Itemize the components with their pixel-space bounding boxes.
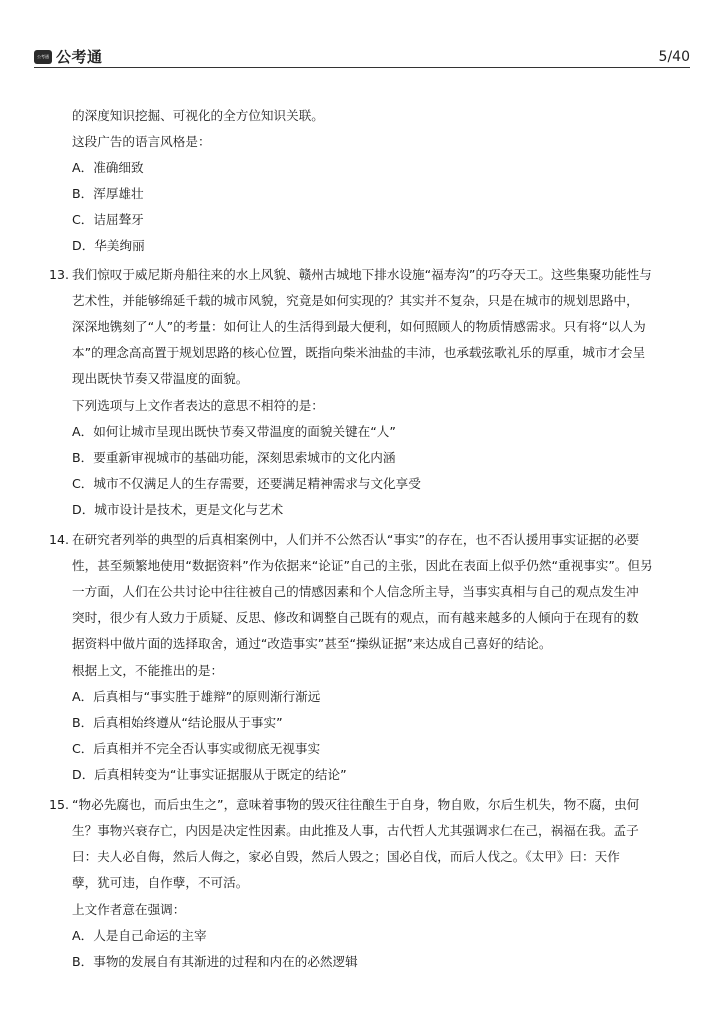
q15-text-line: 孽，犹可违，自作孽，不可活。 bbox=[72, 875, 249, 890]
logo-badge-icon: 公考通 bbox=[34, 50, 52, 64]
q14-option-d: D．后真相转变为“让事实证据服从于既定的结论” bbox=[72, 767, 347, 782]
q14-option-a: A．后真相与“事实胜于雄辩”的原则渐行渐远 bbox=[72, 689, 321, 704]
q14-text-line: 一方面，人们在公共讨论中往往被自己的情感因素和个人信念所主导，当事实真相与自己的观点发生冲 bbox=[72, 584, 639, 599]
q13-text-line: 我们惊叹于威尼斯舟船往来的水上风貌、赣州古城地下排水设施“福寿沟”的巧夺天工。这些集聚功能性与 bbox=[72, 267, 652, 282]
q13-text-line: 现出既快节奏又带温度的面貌。 bbox=[72, 371, 249, 386]
q13-text-line: 深深地镌刻了“人”的考量：如何让人的生活得到最大便利，如何照顾人的物质情感需求。只有将“以人为 bbox=[72, 319, 646, 334]
q13-prompt: 下列选项与上文作者表达的意思不相符的是： bbox=[72, 398, 324, 413]
q14-text-line: 据资料中做片面的选择取舍，通过“改造事实”甚至“操纵证据”来达成自己喜好的结论。 bbox=[72, 636, 552, 651]
q12-continuation: 的深度知识挖掘、可视化的全方位知识关联。 bbox=[72, 108, 324, 123]
q15-text-line: 曰：夫人必自侮，然后人侮之，家必自毁，然后人毁之；国必自伐，而后人伐之。《太甲》曰：天作 bbox=[72, 849, 620, 864]
q13-option-d: D．城市设计是技术，更是文化与艺术 bbox=[72, 502, 284, 517]
q12-prompt: 这段广告的语言风格是： bbox=[72, 134, 211, 149]
q13-option-a: A．如何让城市呈现出既快节奏又带温度的面貌关键在“人” bbox=[72, 424, 396, 439]
q14-text-line: 性，甚至频繁地使用“数据资料”作为依据来“论证”自己的主张，因此在表面上似乎仍然“重视事实”。但另 bbox=[72, 558, 653, 573]
q15-number: 15. bbox=[49, 797, 70, 812]
q14-prompt: 根据上文，不能推出的是： bbox=[72, 663, 224, 678]
q12-option-c: C．诘屈聱牙 bbox=[72, 212, 144, 227]
q12-option-b: B．浑厚雄壮 bbox=[72, 186, 144, 201]
q13-option-c: C．城市不仅满足人的生存需要，还要满足精神需求与文化享受 bbox=[72, 476, 421, 491]
q13-number: 13. bbox=[49, 267, 70, 282]
q14-text-line: 突时，很少有人致力于质疑、反思、修改和调整自己既有的观点，而有越来越多的人倾向于在现有的数 bbox=[72, 610, 639, 625]
q15-text-line: 生？事物兴衰存亡，内因是决定性因素。由此推及人事，古代哲人尤其强调求仁在己，祸福在我。孟子 bbox=[72, 823, 639, 838]
q13-text-line: 本”的理念高高置于规划思路的核心位置，既指向柴米油盐的丰沛，也承载弦歌礼乐的厚重，城市才会呈 bbox=[72, 345, 646, 360]
q15-prompt: 上文作者意在强调： bbox=[72, 902, 186, 917]
q14-number: 14. bbox=[49, 532, 70, 547]
q15-option-a: A．人是自己命运的主宰 bbox=[72, 928, 207, 943]
q15-text-line: “物必先腐也，而后虫生之”，意味着事物的毁灭往往酿生于自身，物自败，尔后生机失，物不腐，虫何 bbox=[72, 797, 640, 812]
logo-text: 公考通 bbox=[56, 48, 103, 66]
q13-text-line: 艺术性，并能够绵延千载的城市风貌，究竟是如何实现的？其实并不复杂，只是在城市的规划思路中， bbox=[72, 293, 639, 308]
q12-option-d: D．华美绚丽 bbox=[72, 238, 145, 253]
page-number: 5/40 bbox=[658, 49, 690, 65]
q15-option-b: B．事物的发展自有其渐进的过程和内在的必然逻辑 bbox=[72, 954, 358, 969]
q13-option-b: B．要重新审视城市的基础功能，深刻思索城市的文化内涵 bbox=[72, 450, 396, 465]
q14-text-line: 在研究者列举的典型的后真相案例中，人们并不公然否认“事实”的存在，也不否认援用事实证据的必要 bbox=[72, 532, 640, 547]
q12-option-a: A．准确细致 bbox=[72, 160, 144, 175]
q14-option-b: B．后真相始终遵从“结论服从于事实” bbox=[72, 715, 283, 730]
q14-option-c: C．后真相并不完全否认事实或彻底无视事实 bbox=[72, 741, 321, 756]
